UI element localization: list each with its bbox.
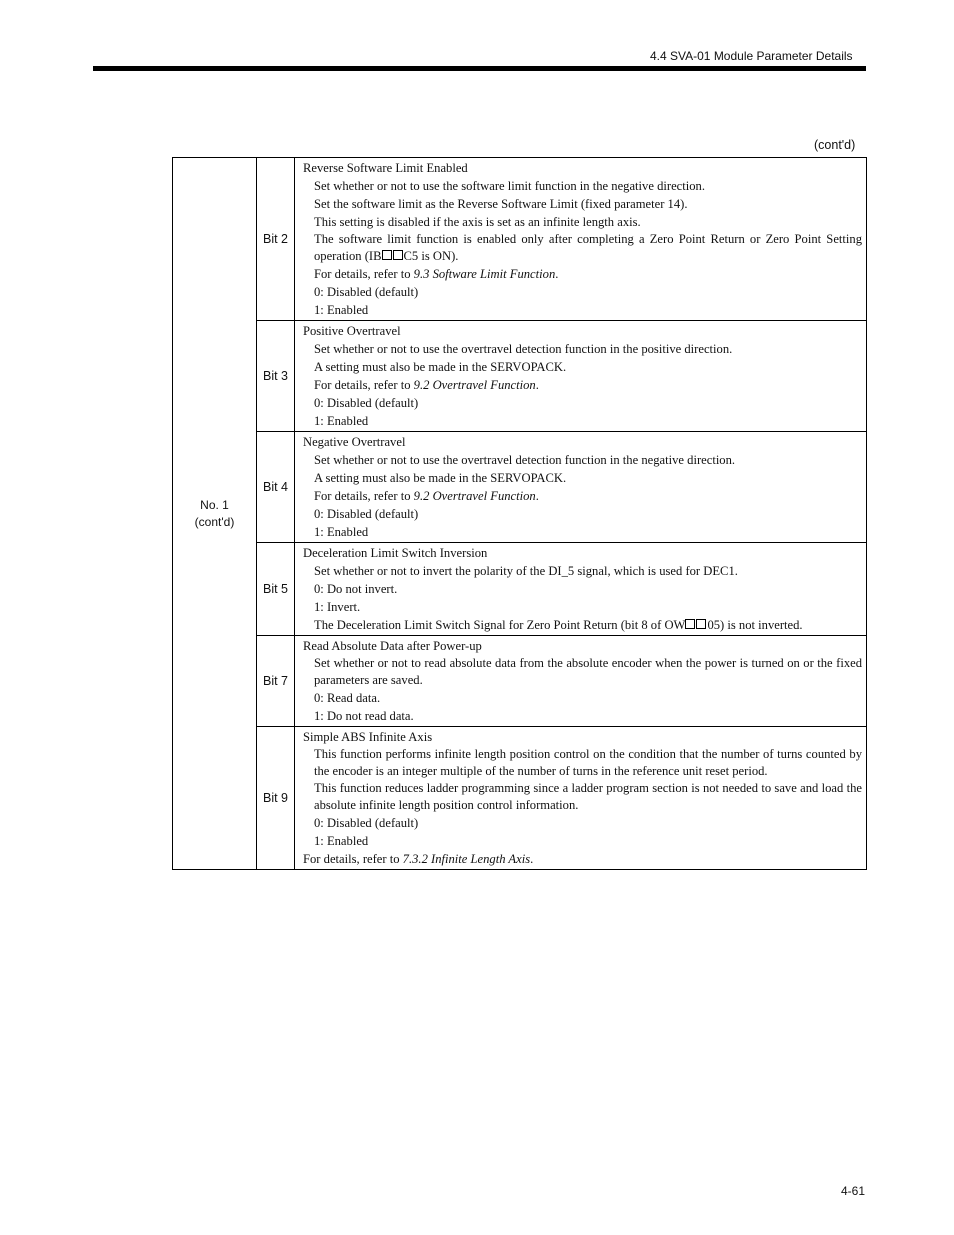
parameter-table [172, 157, 867, 870]
option-line: 1: Enabled [314, 414, 369, 428]
desc-text: 05) is not inverted. [707, 618, 803, 632]
bit-title: Negative Overtravel [303, 435, 406, 449]
table-row [173, 321, 867, 432]
desc-text: The software limit function is enabled only after completing a Zero Point Return or Zero Point Setting operation (IB [314, 232, 862, 263]
bit-description [295, 158, 867, 321]
table-row [173, 543, 867, 636]
bit-description [295, 432, 867, 543]
desc-line: Set whether or not to use the software limit function in the negative direction. [314, 179, 706, 193]
option-line: 0: Disabled (default) [314, 396, 419, 410]
bit-description [295, 727, 867, 870]
bit-label: Bit 5 [257, 543, 295, 636]
cross-reference: 7.3.2 Infinite Length Axis [402, 852, 531, 866]
ref-suffix: . [535, 489, 539, 503]
header-rule [93, 66, 866, 71]
table-row [173, 727, 867, 870]
desc-text: The Deceleration Limit Switch Signal for Zero Point Return (bit 8 of OW [314, 618, 686, 632]
reference-line [303, 265, 862, 283]
bit-label: Bit 7 [257, 636, 295, 727]
option-line: 1: Enabled [314, 303, 369, 317]
bit-title: Reverse Software Limit Enabled [303, 161, 468, 175]
ref-suffix: . [530, 852, 534, 866]
bit-title: Read Absolute Data after Power-up [303, 639, 482, 653]
desc-line: Set whether or not to use the overtravel detection function in the negative direction. [314, 453, 736, 467]
bit-title: Positive Overtravel [303, 324, 401, 338]
bit-label: Bit 9 [257, 727, 295, 870]
desc-line: This function performs infinite length position control on the condition that the number of turns counted by the encoder is an integer multiple of the number of turns in the reference unit reset period. [314, 747, 862, 778]
bit-label: Bit 2 [257, 158, 295, 321]
bit-label: Bit 4 [257, 432, 295, 543]
desc-line: This function reduces ladder programming since a ladder program section is not needed to save and load the absolute infinite length position control information. [314, 781, 862, 812]
bit-description [295, 636, 867, 727]
bit-label: Bit 3 [257, 321, 295, 432]
desc-line: Set whether or not to use the overtravel detection function in the positive direction. [314, 342, 733, 356]
option-line: 1: Enabled [314, 525, 369, 539]
running-header: 4.4 SVA-01 Module Parameter Details [650, 49, 853, 63]
desc-line: Set the software limit as the Reverse Software Limit (fixed parameter 14). [314, 197, 688, 211]
placeholder-box-icon [696, 619, 706, 629]
option-line: 0: Disabled (default) [314, 507, 419, 521]
bit-description [295, 321, 867, 432]
ref-prefix: For details, refer to [314, 267, 414, 281]
ref-prefix: For details, refer to [314, 378, 414, 392]
option-line: 1: Invert. [314, 600, 361, 614]
reference-line [303, 850, 862, 868]
param-number: No. 1 [200, 497, 229, 512]
desc-line: A setting must also be made in the SERVOPACK. [314, 360, 567, 374]
desc-line: This setting is disabled if the axis is set as an infinite length axis. [314, 215, 641, 229]
option-line: 1: Do not read data. [314, 709, 414, 723]
desc-line: Set whether or not to read absolute data from the absolute encoder when the power is turned on or the fixed parameters are saved. [314, 656, 862, 687]
ref-suffix: . [535, 378, 539, 392]
bit-title: Deceleration Limit Switch Inversion [303, 546, 488, 560]
desc-line [303, 231, 862, 265]
param-contd: (cont'd) [194, 514, 235, 529]
desc-line [303, 616, 862, 634]
continued-label: (cont'd) [814, 138, 856, 152]
table-row [173, 158, 867, 321]
option-line: 0: Do not invert. [314, 582, 398, 596]
cross-reference: 9.2 Overtravel Function [413, 489, 536, 503]
placeholder-box-icon [685, 619, 695, 629]
option-line: 0: Disabled (default) [314, 816, 419, 830]
option-line: 1: Enabled [314, 834, 369, 848]
ref-prefix: For details, refer to [303, 852, 403, 866]
desc-line: A setting must also be made in the SERVOPACK. [314, 471, 567, 485]
ref-prefix: For details, refer to [314, 489, 414, 503]
placeholder-box-icon [393, 250, 403, 260]
reference-line [303, 487, 862, 505]
option-line: 0: Read data. [314, 691, 381, 705]
bit-description [295, 543, 867, 636]
option-line: 0: Disabled (default) [314, 285, 419, 299]
placeholder-box-icon [382, 250, 392, 260]
param-number-cell [173, 158, 257, 870]
page-number: 4-61 [841, 1184, 866, 1198]
desc-line: Set whether or not to invert the polarity of the DI_5 signal, which is used for DEC1. [314, 564, 738, 578]
ref-suffix: . [555, 267, 559, 281]
desc-text: C5 is ON). [403, 249, 459, 263]
bit-title: Simple ABS Infinite Axis [303, 730, 433, 744]
reference-line [303, 376, 862, 394]
table-row [173, 636, 867, 727]
cross-reference: 9.2 Overtravel Function [413, 378, 536, 392]
cross-reference: 9.3 Software Limit Function [413, 267, 556, 281]
table-row [173, 432, 867, 543]
